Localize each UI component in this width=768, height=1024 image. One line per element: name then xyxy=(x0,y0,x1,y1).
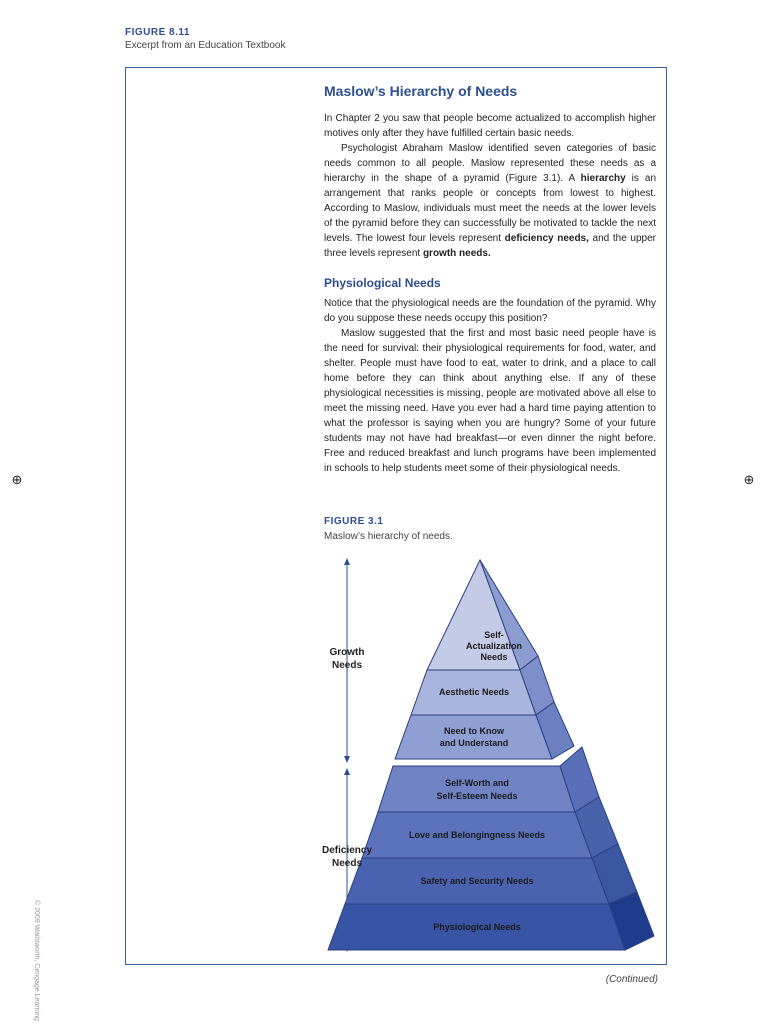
growth-needs-label: Growth Needs xyxy=(329,647,365,671)
level-label: Self-Esteem Needs xyxy=(436,791,518,801)
registration-mark-icon: ⊕ xyxy=(11,472,23,487)
figure-caption: Excerpt from an Education Textbook xyxy=(125,40,286,51)
level-label: Aesthetic Needs xyxy=(438,687,510,697)
level-label: Self-Worth and xyxy=(445,778,509,788)
article xyxy=(324,82,656,476)
pyramid-level-self-esteem xyxy=(378,766,575,812)
level-label: Physiological Needs xyxy=(433,922,521,932)
level-label: Love and Belongingness Needs xyxy=(408,830,546,840)
maslow-pyramid-figure xyxy=(320,552,660,957)
continued-note: (Continued) xyxy=(605,974,658,985)
level-label: Needs xyxy=(480,652,508,662)
pyramid-level-know-understand xyxy=(395,715,552,759)
level-label: Need to Know xyxy=(444,726,504,736)
level-label: Actualization xyxy=(465,641,523,651)
hierarchy-paragraph: Psychologist Abraham Maslow identified seven categories of basic needs common to all people. Maslow represented these needs as a hierarchy in the shape of a pyramid (Figure 3.1). A hierarchy is an arrangement that ranks people or concepts from lowest to highest. According to Maslow, individuals must meet the needs at the lower levels of the pyramid before they can successfully be motivated to tackle the next levels. The lowest four levels represent deficiency needs, and the upper three levels represent growth needs. xyxy=(324,143,657,259)
level-label: Safety and Security Needs xyxy=(420,876,534,886)
term-growth-needs: growth needs. xyxy=(422,248,491,259)
deficiency-needs-label: Deficiency Needs xyxy=(321,845,373,869)
section-paragraph: Notice that the physiological needs are the foundation of the pyramid. Why do you suppose these needs occupy this position? xyxy=(324,298,656,324)
section-paragraph: Maslow suggested that the first and most basic need people have is the need for survival: their physiological requirements for food, water, and shelter. People must have food to eat, water to drink, and a place to call home before they can think about anything else. If any of these physiological necessities is missing, people are motivated above all else to meet the missing need. Have you ever had a hard time paying attention to what the professor is saying when you are hungry? Some of your future students may not have had breakfast—or even dinner the night before. Free and reduced breakfast and lunch programs have been implemented in schools to help students meet some of their physiological needs. xyxy=(324,328,656,474)
term-hierarchy: hierarchy xyxy=(580,173,626,184)
registration-mark-icon: ⊕ xyxy=(743,472,755,487)
pyramid-diagram xyxy=(320,552,660,957)
level-label: and Understand xyxy=(439,738,509,748)
figure-label: FIGURE 8.11 xyxy=(125,27,190,38)
copyright-notice: © 2009 Wadsworth, Cengage Learning xyxy=(33,900,40,1021)
level-label: Self- xyxy=(484,630,504,640)
term-deficiency-needs: deficiency needs, xyxy=(504,233,589,244)
figure-3-1-caption: Maslow’s hierarchy of needs. xyxy=(324,531,453,542)
figure-3-1-label: FIGURE 3.1 xyxy=(324,516,384,527)
intro-paragraph: In Chapter 2 you saw that people become actualized to accomplish higher motives only after they have fulfilled certain basic needs. xyxy=(324,113,656,139)
section-heading: Physiological Needs xyxy=(324,276,441,290)
article-title: Maslow’s Hierarchy of Needs xyxy=(324,83,518,99)
